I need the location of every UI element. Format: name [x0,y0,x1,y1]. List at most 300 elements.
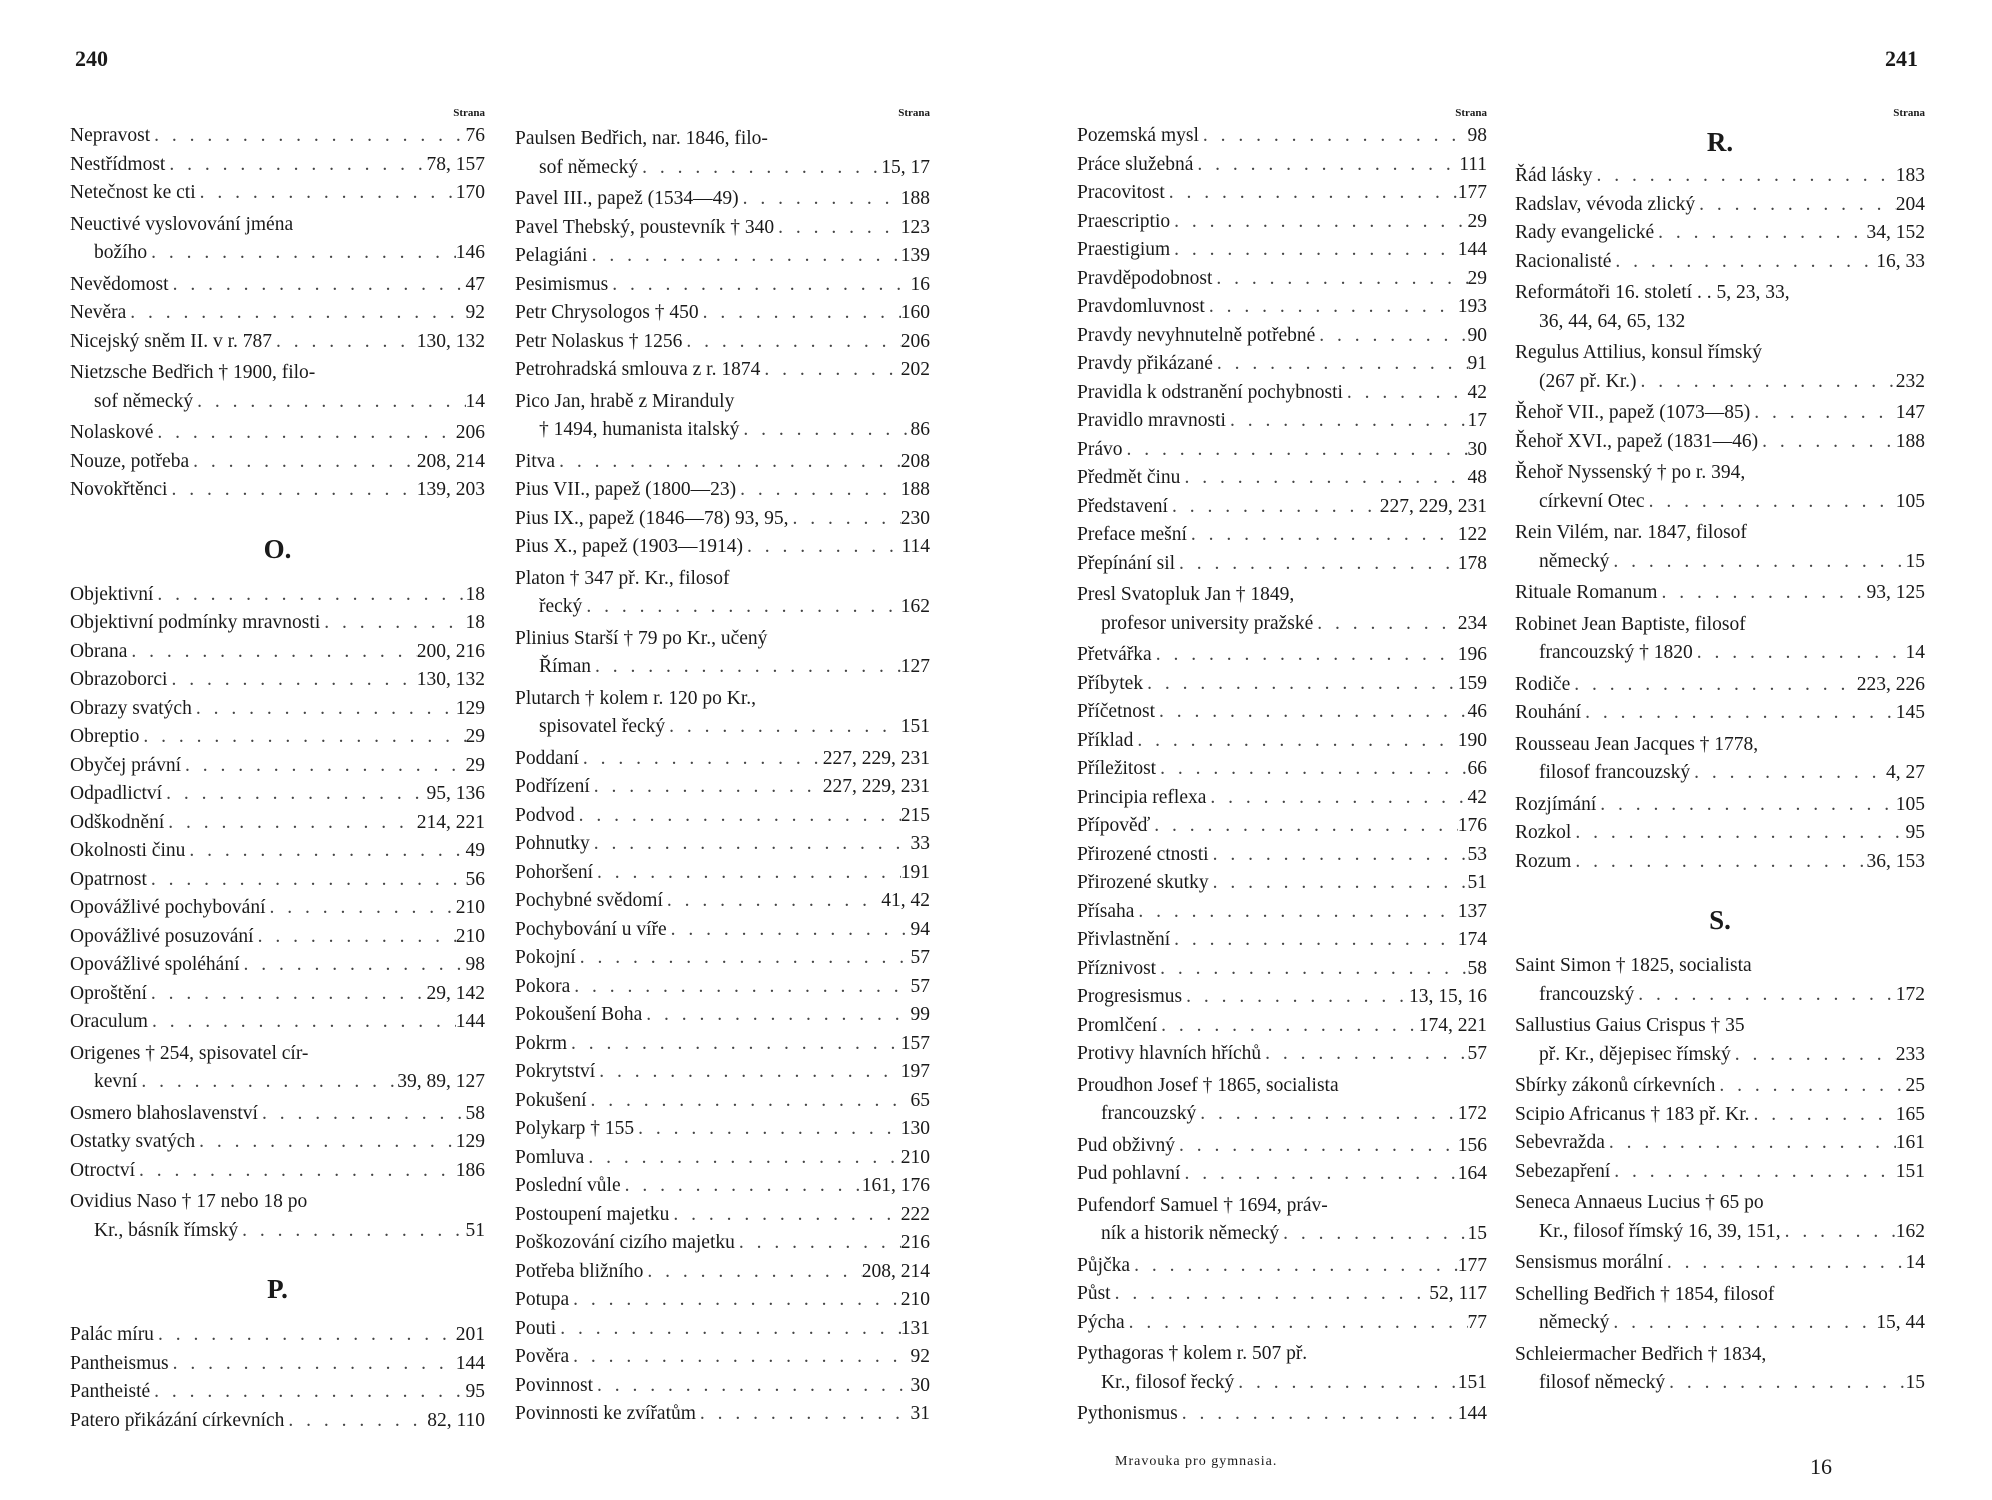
dot-leader [1209,869,1468,898]
entry-line [1077,1309,1487,1338]
index-entry [1077,493,1487,522]
entry-term: francouzský [1101,1103,1197,1124]
dot-leader [555,448,901,477]
entry-line [1077,1340,1487,1369]
index-entry [515,242,930,271]
index-entry [1515,279,1925,336]
dot-leader [1111,1280,1430,1309]
dot-leader [169,271,466,300]
index-entry [515,1286,930,1315]
entry-line [1077,1072,1487,1101]
index-entry [70,1008,485,1037]
dot-leader [1187,521,1458,550]
index-entry [1077,1160,1487,1189]
dot-leader [1611,248,1876,277]
index-entry [70,638,485,667]
entry-pages: 66 [1467,758,1487,779]
entry-line [515,1115,930,1144]
entry-line [1077,784,1487,813]
entry-term: Přísaha [1077,900,1135,922]
entry-line [1515,219,1925,248]
entry-line [1515,279,1925,308]
dot-leader [735,1229,901,1258]
dot-leader [1234,1369,1458,1398]
entry-line [515,830,930,859]
entry-line [1515,1129,1925,1158]
index-entry [515,745,930,774]
dot-leader [193,388,465,417]
entry-pages: 29 [465,726,485,747]
entry-line [515,625,930,654]
entry-pages: 14 [465,390,485,412]
entry-line [70,809,485,838]
index-entry [1515,519,1925,576]
entry-line [1515,699,1925,728]
index-entry [1077,550,1487,579]
entry-pages: 210 [455,925,485,947]
index-entry [515,859,930,888]
entry-line [1077,1400,1487,1429]
entry-term: Pokojní [515,947,576,968]
dot-leader [1199,122,1468,151]
dot-leader [167,476,416,505]
dot-leader [1155,698,1468,727]
entry-pages: 144 [1457,1403,1487,1424]
entry-term: Rozkol [1515,822,1572,843]
index-entry [515,448,930,477]
dot-leader [774,214,901,243]
entry-line [70,1188,485,1217]
index-entry [1515,191,1925,220]
entry-line [515,356,930,385]
entry-line [1515,639,1925,668]
index-entry [515,185,930,214]
dot-leader [1596,791,1896,820]
entry-term: Seneca Annaeus Lucius † 65 po [1515,1192,1764,1213]
entry-line [1515,519,1925,548]
index-entry [515,773,930,802]
dot-leader [1205,293,1458,322]
dot-leader [634,1115,901,1144]
entry-term: Pravdy přikázané [1077,353,1213,374]
index-entry [1515,952,1925,1009]
entry-line [70,581,485,610]
entry-term: kevní [94,1071,138,1092]
entry-pages: 15, 17 [881,156,930,178]
entry-term: Podvod [515,804,575,826]
entry-pages: 129 [455,1131,485,1152]
page-number-right: 241 [1885,46,1918,71]
entry-line [1077,1160,1487,1189]
entry-pages: 78, 157 [426,153,485,175]
index-entry [1077,1072,1487,1129]
index-entry [70,809,485,838]
entry-line [1077,1040,1487,1069]
entry-term: Protivy hlavních hříchů [1077,1043,1262,1064]
entry-line [1077,983,1487,1012]
dot-leader [569,1343,910,1372]
index-entry [1515,219,1925,248]
index-entry [1077,926,1487,955]
entry-pages: 160 [900,302,930,323]
index-entry [1077,1012,1487,1041]
entry-term: Řehoř XVI., papež (1831—46) [1515,430,1759,452]
index-entry [1515,699,1925,728]
entry-pages: 47 [465,273,485,295]
entry-line [1515,671,1925,700]
entry-term: Sallustius Gaius Crispus † 35 [1515,1015,1745,1036]
entry-pages: 4, 27 [1886,762,1925,783]
entry-term: Pokrm [515,1032,568,1054]
entry-pages: 29 [1467,267,1487,289]
index-entry [515,685,930,742]
dot-leader [743,533,901,562]
entry-line [70,179,485,208]
dot-leader [189,448,417,477]
entry-line [1515,339,1925,368]
entry-term: Schelling Bedřich † 1854, filosof [1515,1283,1775,1305]
entry-line [515,973,930,1002]
dot-leader [137,1068,397,1097]
entry-term: Sebezapření [1515,1160,1611,1182]
entry-term: Přípověď [1077,815,1151,836]
entry-pages: 222 [900,1203,930,1225]
entry-line [515,448,930,477]
dot-leader [258,1100,466,1129]
index-entry [1515,791,1925,820]
entry-term: Pius VII., papež (1800—23) [515,479,737,500]
entry-line [1515,428,1925,457]
entry-term: 36, 44, 64, 65, 132 [1539,310,1686,332]
entry-pages: 137 [1457,900,1487,922]
entry-line [1077,670,1487,699]
entry-pages: 232 [1895,370,1925,392]
index-entry [70,980,485,1009]
index-entry [515,388,930,445]
entry-pages: 144 [455,1011,485,1032]
entry-term: Palác míru [70,1324,154,1345]
index-entry [515,476,930,505]
entry-line [515,713,930,742]
entry-pages: 208, 214 [416,450,485,472]
entry-line [515,773,930,802]
entry-term: božího [94,242,148,263]
entry-line [1515,1341,1925,1370]
dot-leader [699,299,901,328]
entry-pages: 172 [1895,983,1925,1005]
entry-pages: 139 [900,245,930,266]
entry-line [515,1315,930,1344]
entry-term: Sebevražda [1515,1132,1605,1153]
entry-term: Pufendorf Samuel † 1694, práv- [1077,1194,1328,1216]
index-entry [515,1229,930,1258]
entry-line [1077,869,1487,898]
entry-pages: 49 [465,840,485,861]
entry-line [515,1343,930,1372]
dot-leader [669,1201,900,1230]
dot-leader [1570,671,1857,700]
entry-pages: 98 [465,954,485,975]
entry-term: spisovatel řecký [539,716,666,737]
entry-term: Příčetnost [1077,701,1155,722]
entry-term: Pouti [515,1317,557,1339]
entry-term: Promlčení [1077,1014,1158,1036]
entry-line [515,1229,930,1258]
entry-term: Pantheisté [70,1381,151,1402]
dot-leader [1605,1129,1896,1158]
index-entry [515,916,930,945]
entry-term: Pico Jan, hrabě z Miranduly [515,390,735,412]
entry-pages: 39, 89, 127 [397,1071,485,1092]
dot-leader [608,271,910,300]
entry-line [70,837,485,866]
entry-term: ník a historik německý [1101,1223,1280,1244]
entry-pages: 18 [465,612,485,633]
entry-term: Petrohradská smlouva z r. 1874 [515,359,761,380]
dot-leader [663,887,881,916]
entry-term: Pavel III., papež (1534—49) [515,188,739,209]
index-column-1 [70,104,485,1435]
index-entry [515,1372,930,1401]
dot-leader [1125,1309,1468,1338]
entry-line [515,214,930,243]
entry-line [515,505,930,534]
index-entry [70,359,485,416]
page-number-left: 240 [75,46,108,71]
entry-term: Objektivní [70,583,154,605]
entry-pages: 230 [900,507,930,529]
dot-leader [667,916,911,945]
entry-line [515,1372,930,1401]
index-entry [70,122,485,151]
index-entry [1077,122,1487,151]
dot-leader [582,593,900,622]
entry-term: Ovidius Naso † 17 nebo 18 po [70,1191,308,1212]
index-entry [1515,162,1925,191]
entry-line [1515,952,1925,981]
index-entry [1077,407,1487,436]
index-entry [515,973,930,1002]
entry-line [1077,581,1487,610]
entry-pages: 57 [1467,1043,1487,1064]
entry-line [1515,191,1925,220]
dot-leader [642,1001,910,1030]
dot-leader [1758,428,1896,457]
index-entry [515,214,930,243]
index-entry [1515,731,1925,788]
entry-line [515,328,930,357]
dot-leader [1209,841,1468,870]
entry-pages: 123 [900,216,930,238]
entry-term: Opatrnost [70,868,147,890]
dot-leader [1571,848,1866,877]
entry-pages: 183 [1895,165,1925,186]
entry-pages: 122 [1457,524,1487,545]
section-letter-heading: O. [263,533,292,564]
entry-term: Proudhon Josef † 1865, socialista [1077,1074,1339,1096]
index-entry [515,533,930,562]
section-letter-heading: R. [1706,127,1734,157]
index-entry [70,752,485,781]
entry-term: Poškozování cizího majetku [515,1232,735,1253]
entry-term: francouzský [1539,983,1635,1005]
index-entry [1515,1189,1925,1246]
entry-term: filosof francouzský [1539,762,1691,783]
entry-term: Pitva [515,450,556,472]
entry-term: Poslední vůle [515,1175,621,1196]
entry-term: Objektivní podmínky mravnosti [70,612,321,633]
entry-line [1515,248,1925,277]
entry-pages: 227, 229, 231 [822,776,930,797]
dot-leader [643,1258,861,1287]
entry-pages: 210 [455,897,485,918]
entry-term: Nicejský sněm II. v r. 787 [70,330,273,352]
entry-line [70,951,485,980]
entry-line [1515,1158,1925,1187]
dot-leader [736,476,901,505]
entry-line [1077,122,1487,151]
entry-pages: 48 [1467,467,1487,488]
index-entry [515,1315,930,1344]
dot-leader [1156,955,1467,984]
entry-term: Nevěra [70,302,127,323]
entry-pages: 170 [455,182,485,203]
entry-line [70,666,485,695]
entry-pages: 151 [1895,1160,1925,1182]
entry-term: Petr Nolaskus † 1256 [515,330,683,352]
entry-pages: 65 [910,1089,930,1111]
entry-pages: 206 [900,330,930,352]
entry-line [1077,1132,1487,1161]
dot-leader [1636,368,1895,397]
dot-leader [162,780,426,809]
entry-pages: 210 [900,1289,930,1310]
entry-term: Povinnost [515,1374,594,1396]
entry-pages: 139, 203 [416,479,485,500]
entry-line [515,1286,930,1315]
strana-label: Strana [1893,107,1925,119]
entry-line [1515,579,1925,608]
index-entry [1077,727,1487,756]
entry-term: Pracovitost [1077,182,1165,203]
entry-pages: 197 [900,1061,930,1082]
entry-line [1515,791,1925,820]
index-entry [1077,1280,1487,1309]
index-entry [1515,579,1925,608]
dot-leader [150,1378,465,1407]
entry-term: Saint Simon † 1825, socialista [1515,955,1752,976]
entry-line [1077,265,1487,294]
entry-pages: 94 [910,918,930,940]
entry-term: Pozemská mysl [1077,125,1199,146]
entry-term: sof německý [94,390,194,412]
entry-line [1077,698,1487,727]
entry-pages: 162 [1895,1220,1925,1242]
dot-leader [593,859,901,888]
dot-leader [1695,191,1896,220]
entry-term: Pesimismus [515,273,609,295]
entry-term: filosof německý [1539,1372,1666,1393]
dot-leader [1315,322,1467,351]
entry-term: † 1494, humanista italský [539,419,740,440]
index-entry [515,125,930,182]
entry-line [70,923,485,952]
entry-term: Pochybování u víře [515,918,667,940]
entry-pages: 186 [455,1159,485,1181]
index-entry [1515,1129,1925,1158]
index-entry [515,944,930,973]
dot-leader [1592,162,1895,191]
entry-pages: 29 [1467,210,1487,232]
entry-line [1077,1369,1487,1398]
dot-leader [595,1058,901,1087]
index-entry [1077,581,1487,638]
entry-line [1515,1309,1925,1338]
entry-term: Předmět činu [1077,467,1181,488]
dot-leader [192,695,456,724]
dot-leader [665,713,901,742]
index-entry [515,505,930,534]
entry-pages: 193 [1457,296,1487,317]
index-entry [515,1400,930,1429]
entry-term: Nestřídmost [70,153,166,175]
entry-pages: 111 [1459,153,1487,175]
entry-line [515,944,930,973]
entry-pages: 157 [900,1032,930,1054]
entry-pages: 41, 42 [881,890,930,911]
entry-line [1077,179,1487,208]
entry-term: př. Kr., dějepisec římský [1539,1043,1731,1065]
dot-leader [1261,1040,1467,1069]
entry-line [515,802,930,831]
entry-pages: 114 [901,536,930,557]
dot-leader [1313,610,1457,639]
entry-term: profesor university pražské [1101,612,1314,634]
entry-line [515,1144,930,1173]
entry-term: Patero přikázání církevních [70,1409,285,1431]
entry-term: Pud obživný [1077,1134,1176,1156]
entry-term: Opovážlivé posuzování [70,925,254,947]
index-entry [70,723,485,752]
entry-term: Nepravost [70,125,151,146]
entry-pages: 76 [465,125,485,146]
entry-term: Obrazoborci [70,669,168,690]
index-entry [1077,322,1487,351]
index-entry [1077,698,1487,727]
entry-line [515,154,930,183]
entry-line [515,1058,930,1087]
entry-pages: 208, 214 [861,1260,930,1282]
entry-pages: 144 [455,1352,485,1374]
dot-leader [284,1407,427,1436]
index-entry [1515,611,1925,668]
entry-pages: 53 [1467,843,1487,865]
entry-line [70,638,485,667]
entry-pages: 92 [910,1346,930,1367]
dot-leader [1781,1218,1896,1247]
entry-pages: 29, 142 [426,982,485,1004]
entry-line [1077,1220,1487,1249]
entry-term: Příležitost [1077,758,1157,779]
index-entry [515,830,930,859]
index-entry [70,1128,485,1157]
entry-term: Paulsen Bedřich, nar. 1846, filo- [515,128,768,149]
entry-line [1077,151,1487,180]
entry-line [1077,322,1487,351]
entry-pages: 98 [1467,125,1487,146]
entry-term: Podřízení [515,776,590,797]
dot-leader [1143,670,1458,699]
